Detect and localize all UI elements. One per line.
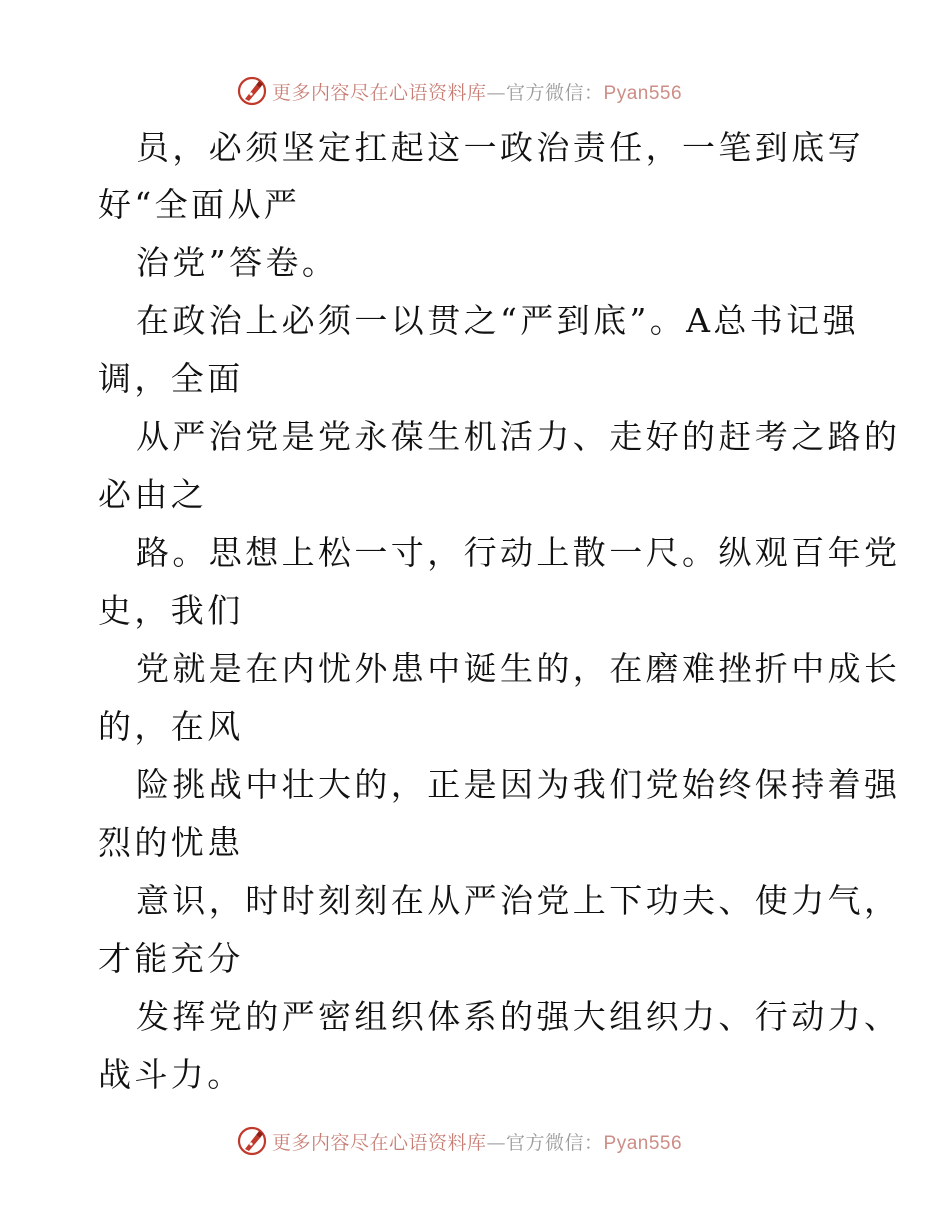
text-line: 员，必须坚定扛起这一政治责任，一笔到底写 — [136, 128, 864, 167]
text-line: 从严治党是党永葆生机活力、走好的赶考之路的 — [136, 417, 901, 456]
text-line: 烈的忧患 — [98, 823, 244, 862]
watermark-main-text: 更多内容尽在心语资料库 — [272, 1131, 487, 1154]
text-line: 才能充分 — [98, 939, 244, 978]
watermark-side-text: 官方微信： — [506, 81, 604, 104]
text-line: 党就是在内忧外患中诞生的，在磨难挫折中成长 — [136, 649, 901, 688]
text-line: 战斗力。 — [98, 1055, 244, 1094]
watermark-id: Pyan556 — [603, 1132, 683, 1154]
text-line: 发挥党的严密组织体系的强大组织力、行动力、 — [136, 997, 901, 1036]
watermark-separator: — — [486, 81, 507, 104]
text-line: 调，全面 — [98, 359, 244, 398]
header-watermark — [236, 74, 682, 108]
text-line: 在政治上必须一以贯之“严到底”。A总书记强 — [136, 301, 859, 340]
footer-watermark — [236, 1124, 682, 1158]
text-line: 好“全面从严 — [98, 185, 301, 224]
text-line: 必由之 — [98, 475, 208, 514]
pen-nib-logo-icon — [236, 75, 268, 107]
watermark-main-text: 更多内容尽在心语资料库 — [272, 81, 487, 104]
text-line: 的，在风 — [98, 707, 244, 746]
text-line: 路。思想上松一寸，行动上散一尺。纵观百年党 — [136, 533, 901, 572]
text-line: 意识，时时刻刻在从严治党上下功夫、使力气， — [136, 881, 901, 920]
watermark-id: Pyan556 — [603, 82, 683, 104]
text-line: 险挑战中壮大的，正是因为我们党始终保持着强 — [136, 765, 901, 804]
text-line: 史，我们 — [98, 591, 244, 630]
watermark-separator: — — [486, 1131, 507, 1154]
text-line: 治党”答卷。 — [136, 243, 339, 282]
watermark-side-text: 官方微信： — [506, 1131, 604, 1154]
pen-nib-logo-icon — [236, 1125, 268, 1157]
